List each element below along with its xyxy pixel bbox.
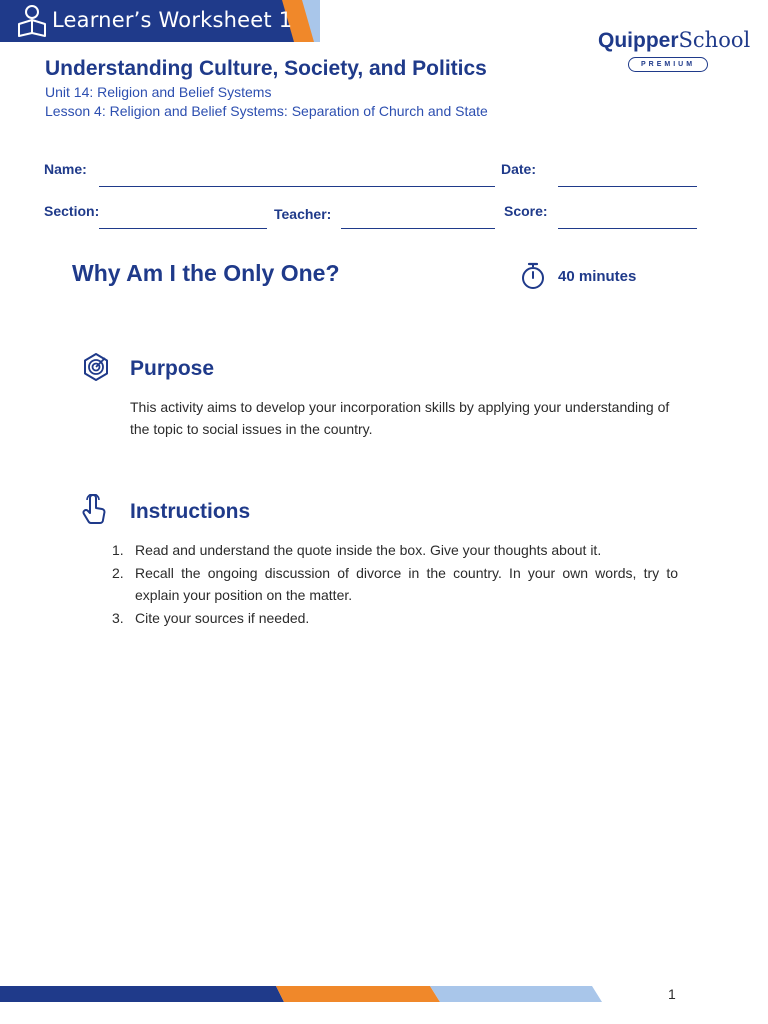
name-field[interactable] xyxy=(99,186,495,187)
teacher-field[interactable] xyxy=(341,228,495,229)
section-field[interactable] xyxy=(99,228,267,229)
list-item xyxy=(112,607,678,629)
duration-label: 40 minutes xyxy=(558,268,637,285)
stopwatch-icon xyxy=(520,262,546,290)
purpose-text: This activity aims to develop your incorporation skills by applying your understanding of the topic to social issues in the country. xyxy=(130,399,670,437)
section-label: Section: xyxy=(44,203,100,219)
list-number: 1. xyxy=(112,542,124,558)
logo-regular-text: School xyxy=(678,28,751,52)
list-text: Recall the ongoing discussion of divorce in the country. In your own words, try to explain your position on the matter. xyxy=(135,565,678,603)
list-number: 2. xyxy=(112,565,124,581)
pointing-hand-icon xyxy=(79,494,109,526)
list-text: Cite your sources if needed. xyxy=(135,610,310,626)
teacher-label: Teacher: xyxy=(274,206,332,222)
reader-icon xyxy=(16,4,48,38)
list-text: Read and understand the quote inside the box. Give your thoughts about it. xyxy=(135,542,602,558)
quipper-school-logo xyxy=(598,28,750,53)
list-item xyxy=(112,562,678,606)
premium-badge: PREMIUM xyxy=(628,57,708,72)
score-field[interactable] xyxy=(558,228,697,229)
name-label: Name: xyxy=(44,161,87,177)
date-field[interactable] xyxy=(558,186,697,187)
lesson-label: Lesson 4: Religion and Belief Systems: Separation of Church and State xyxy=(45,103,488,119)
list-item xyxy=(112,539,678,561)
unit-label: Unit 14: Religion and Belief Systems xyxy=(45,84,272,100)
page-number: 1 xyxy=(668,986,676,1002)
instructions-list xyxy=(112,539,678,630)
activity-title: Why Am I the Only One? xyxy=(72,260,340,286)
footer-bar xyxy=(0,986,610,1002)
course-title: Understanding Culture, Society, and Politics xyxy=(45,57,487,80)
logo-bold-text: Quipper xyxy=(598,29,679,52)
purpose-heading: Purpose xyxy=(130,357,215,380)
worksheet-label: Learner’s Worksheet 1 xyxy=(52,8,293,32)
target-icon xyxy=(81,351,111,383)
instructions-heading: Instructions xyxy=(130,500,251,523)
list-number: 3. xyxy=(112,610,124,626)
date-label: Date: xyxy=(501,161,537,177)
score-label: Score: xyxy=(504,203,548,219)
